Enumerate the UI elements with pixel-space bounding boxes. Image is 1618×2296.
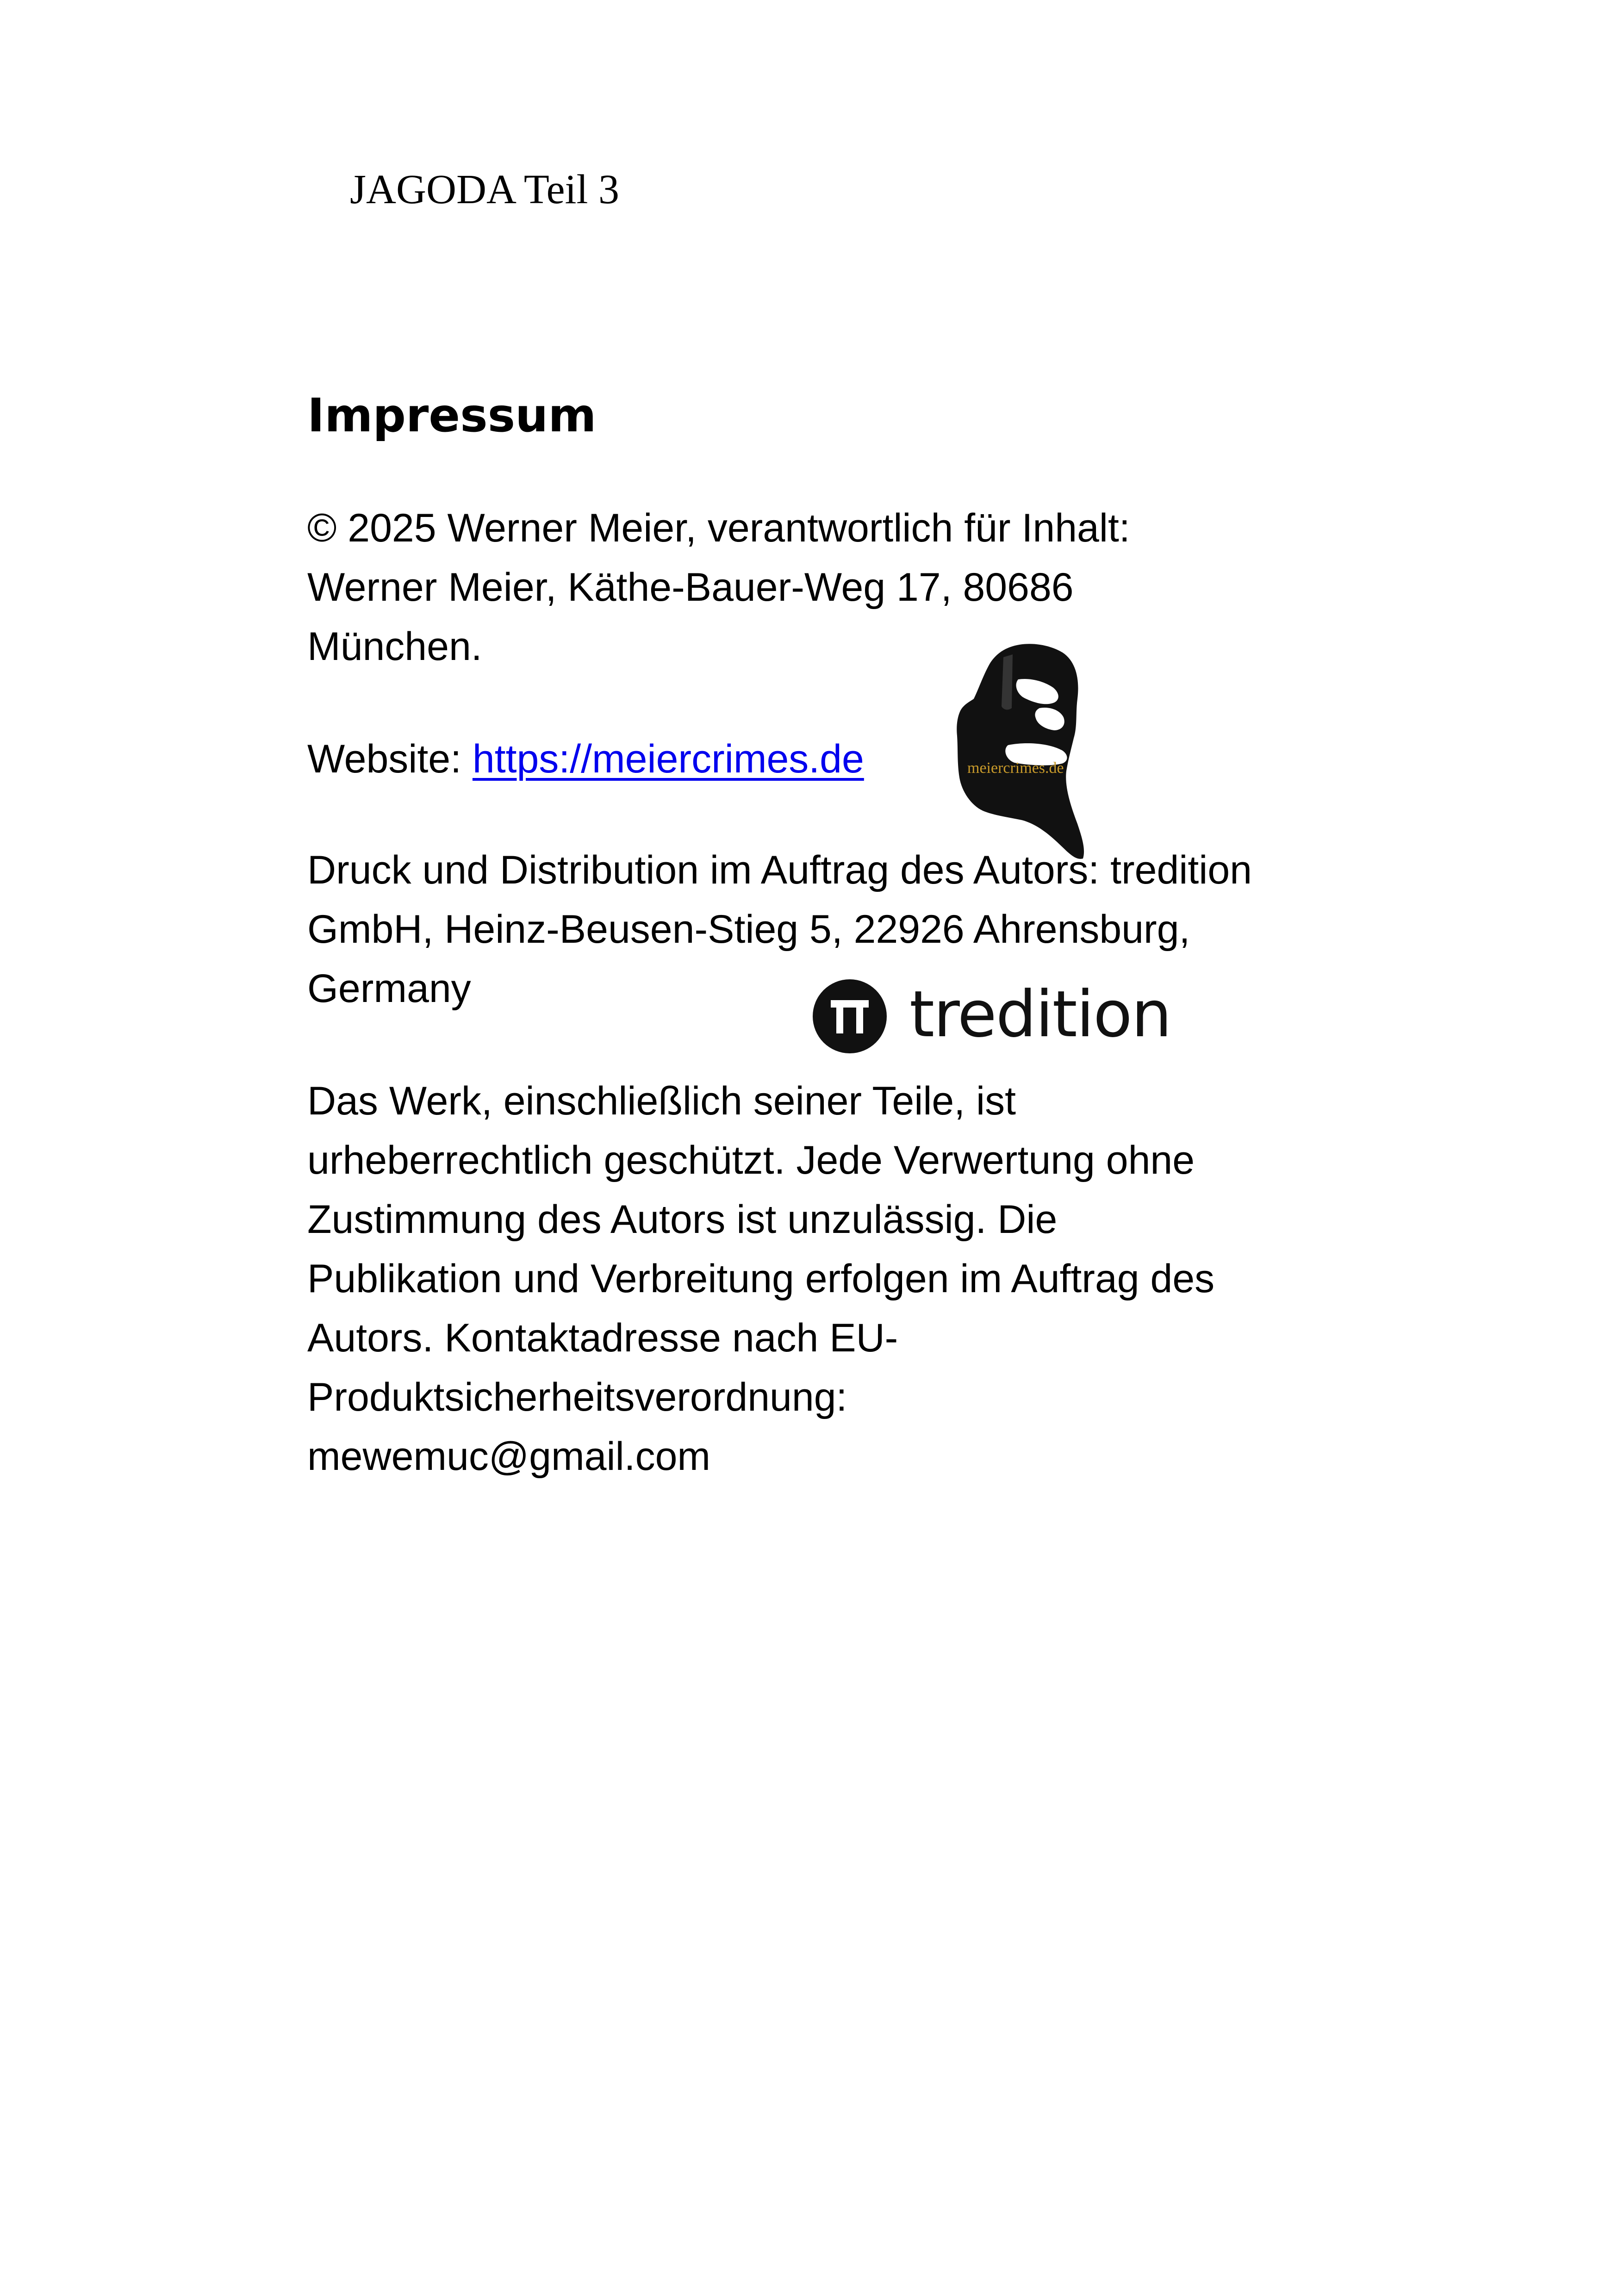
imprint-heading: Impressum [307,388,597,442]
rights-line: Produktsicherheitsverordnung: [307,1375,847,1419]
print-line: Germany [307,966,471,1011]
print-line: GmbH, Heinz-Beusen-Stieg 5, 22926 Ahrensburg, [307,907,1190,952]
rights-line: urheberrechtlich geschützt. Jede Verwertung ohne [307,1138,1195,1182]
copyright-line: © 2025 Werner Meier, verantwortlich für Inhalt: [307,506,1130,550]
rights-line: Zustimmung des Autors ist unzulässig. Die [307,1197,1058,1242]
rights-paragraph [307,1071,1214,1486]
tredition-logo [812,979,1182,1058]
rights-line: Publikation und Verbreitung erfolgen im Auftrag des [307,1257,1215,1301]
tredition-wordmark: tredition [909,977,1171,1052]
website-paragraph [307,729,864,789]
contact-email: mewemuc@gmail.com [307,1434,711,1479]
tredition-t-mark-icon [812,979,887,1054]
silhouette-face-icon [939,639,1091,861]
print-line: Druck und Distribution im Auftrag des Autors: tredition [307,848,1252,892]
website-link[interactable]: https://meiercrimes.de [472,737,864,781]
rights-line: Autors. Kontaktadresse nach EU- [307,1316,898,1360]
copyright-line: Werner Meier, Käthe-Bauer-Weg 17, 80686 [307,565,1074,610]
rights-line: Das Werk, einschließlich seiner Teile, ist [307,1079,1016,1123]
website-label: Website: [307,737,473,781]
meier-logo-label: meiercrimes.de [967,759,1064,777]
copyright-line: München. [307,624,482,669]
page-header-title: JAGODA Teil 3 [350,167,620,212]
